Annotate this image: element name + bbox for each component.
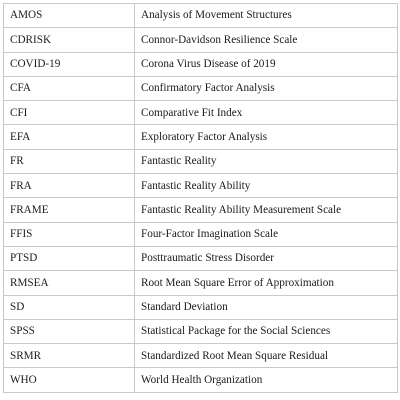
abbreviation-cell: SPSS <box>4 319 135 343</box>
definition-cell: Fantastic Reality <box>135 149 398 173</box>
abbreviation-cell: CFA <box>4 76 135 100</box>
table-row <box>4 246 398 270</box>
definition-cell: Statistical Package for the Social Sciences <box>135 319 398 343</box>
abbreviation-cell: SRMR <box>4 344 135 368</box>
abbreviations-table <box>3 3 398 393</box>
definition-cell: Standardized Root Mean Square Residual <box>135 344 398 368</box>
definition-cell: Four-Factor Imagination Scale <box>135 222 398 246</box>
definition-cell: Analysis of Movement Structures <box>135 4 398 28</box>
table-row <box>4 368 398 392</box>
abbreviation-cell: EFA <box>4 125 135 149</box>
table-row <box>4 271 398 295</box>
definition-cell: Comparative Fit Index <box>135 101 398 125</box>
table-row <box>4 174 398 198</box>
table-row <box>4 101 398 125</box>
definition-cell: Root Mean Square Error of Approximation <box>135 271 398 295</box>
definition-cell: World Health Organization <box>135 368 398 392</box>
definition-cell: Connor-Davidson Resilience Scale <box>135 28 398 52</box>
abbreviation-cell: FRAME <box>4 198 135 222</box>
table-row <box>4 52 398 76</box>
abbreviations-table-container <box>3 3 397 393</box>
table-row <box>4 149 398 173</box>
table-row <box>4 222 398 246</box>
abbreviation-cell: SD <box>4 295 135 319</box>
abbreviation-cell: CDRISK <box>4 28 135 52</box>
definition-cell: Confirmatory Factor Analysis <box>135 76 398 100</box>
abbreviation-cell: AMOS <box>4 4 135 28</box>
abbreviation-cell: COVID-19 <box>4 52 135 76</box>
table-row <box>4 125 398 149</box>
table-row <box>4 319 398 343</box>
table-row <box>4 4 398 28</box>
abbreviation-cell: WHO <box>4 368 135 392</box>
abbreviation-cell: FR <box>4 149 135 173</box>
abbreviation-cell: FRA <box>4 174 135 198</box>
definition-cell: Posttraumatic Stress Disorder <box>135 246 398 270</box>
abbreviation-cell: PTSD <box>4 246 135 270</box>
abbreviation-cell: RMSEA <box>4 271 135 295</box>
definition-cell: Fantastic Reality Ability <box>135 174 398 198</box>
table-row <box>4 344 398 368</box>
definition-cell: Corona Virus Disease of 2019 <box>135 52 398 76</box>
abbreviation-cell: FFIS <box>4 222 135 246</box>
abbreviation-cell: CFI <box>4 101 135 125</box>
definition-cell: Standard Deviation <box>135 295 398 319</box>
abbreviations-table-body <box>4 4 398 393</box>
definition-cell: Exploratory Factor Analysis <box>135 125 398 149</box>
definition-cell: Fantastic Reality Ability Measurement Scale <box>135 198 398 222</box>
table-row <box>4 295 398 319</box>
table-row <box>4 198 398 222</box>
table-row <box>4 28 398 52</box>
table-row <box>4 76 398 100</box>
